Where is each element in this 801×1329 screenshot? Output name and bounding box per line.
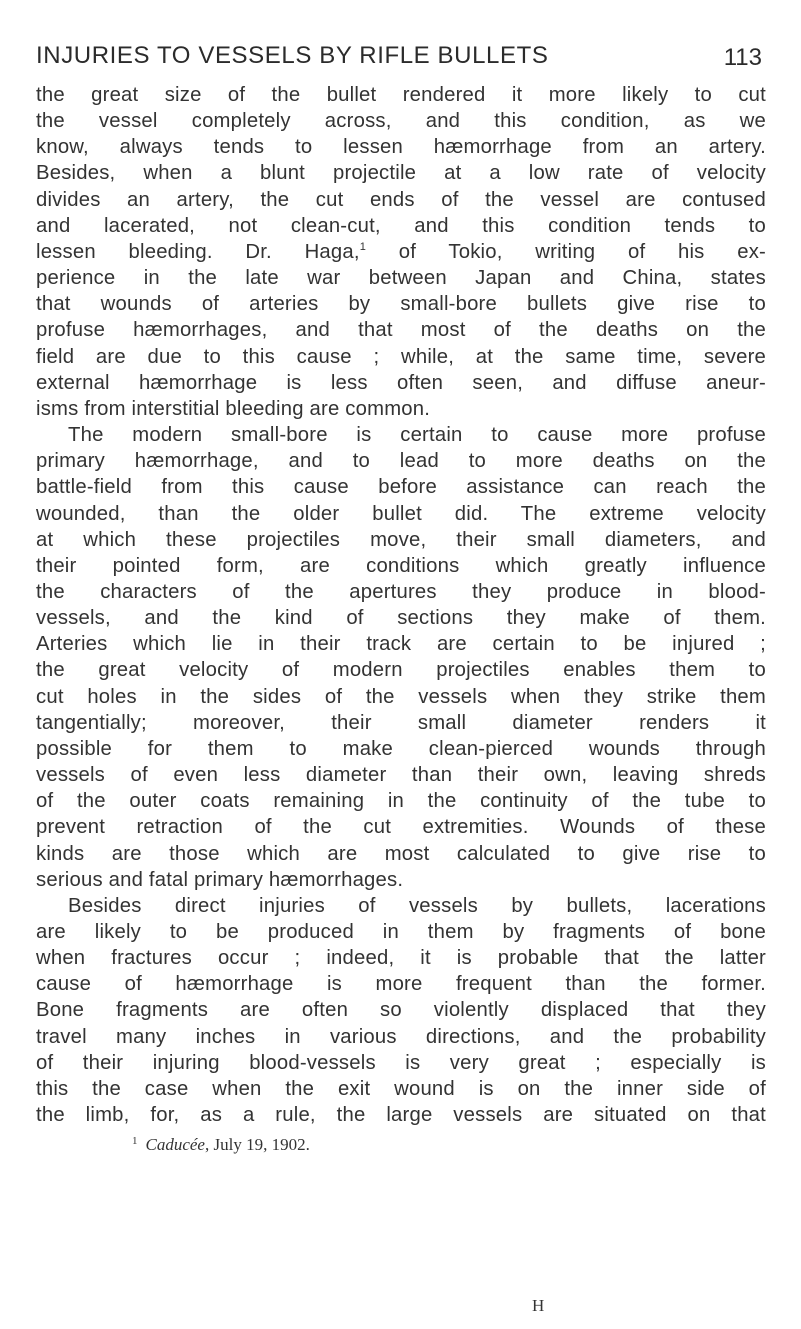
text-line: external hæmorrhage is less often seen, and diffuse aneur- <box>36 371 766 394</box>
text-line: possible for them to make clean-pierced wounds through <box>36 737 766 760</box>
footnote-marker: 1 <box>132 1135 138 1148</box>
footnote-journal: Caducée <box>145 1135 205 1155</box>
text-line: battle-field from this cause before assistance can reach the <box>36 476 766 499</box>
text-line: this the case when the exit wound is on the inner side of <box>36 1077 766 1100</box>
footnote <box>36 1130 766 1156</box>
text-line: the great size of the bullet rendered it more likely to cut <box>36 84 766 106</box>
text-line: of the outer coats remaining in the continuity of the tube to <box>36 790 766 813</box>
text-line: Besides, when a blunt projectile at a low rate of velocity <box>36 162 766 185</box>
text-line: divides an artery, the cut ends of the vessel are contused <box>36 188 766 211</box>
page-number: 113 <box>723 44 762 71</box>
text-line: the limb, for, as a rule, the large vessels are situated on that <box>36 1104 766 1127</box>
text-line: Bone fragments are often so violently displaced that they <box>36 999 766 1022</box>
text-line: vessels, and the kind of sections they make of them. <box>36 607 766 630</box>
text-line: of their injuring blood-vessels is very great ; especially is <box>36 1051 766 1074</box>
body-text <box>36 82 766 1128</box>
text-line: tangentially; moreover, their small diameter renders it <box>36 711 766 734</box>
text-line: the great velocity of modern projectiles enables them to <box>36 659 766 682</box>
text-line: The modern small-bore is certain to cause more profuse <box>68 424 766 447</box>
signature-mark: H <box>532 1296 545 1315</box>
running-title: INJURIES TO VESSELS BY RIFLE BULLETS <box>36 42 549 69</box>
text-line: their pointed form, are conditions which greatly influence <box>36 554 766 577</box>
text-line: serious and fatal primary hæmorrhages. <box>36 868 404 891</box>
text-line: cut holes in the sides of the vessels when they strike them <box>36 685 766 708</box>
text-line: and lacerated, not clean-cut, and this condition tends to <box>36 214 766 237</box>
text-line-part: lessen bleeding. Dr. Haga, <box>36 240 360 263</box>
running-head <box>36 40 766 82</box>
text-line: isms from interstitial bleeding are common. <box>36 397 431 420</box>
text-line: travel many inches in various directions, and the probability <box>36 1025 766 1048</box>
text-line: cause of hæmorrhage is more frequent than the former. <box>36 973 766 996</box>
text-line: are likely to be produced in them by fragments of bone <box>36 921 766 943</box>
text-line: perience in the late war between Japan and China, states <box>36 267 766 290</box>
footnote-date: , July 19, 1902. <box>204 1135 310 1155</box>
text-line: profuse hæmorrhages, and that most of the deaths on the <box>36 319 766 342</box>
text-line: when fractures occur ; indeed, it is probable that the latter <box>36 947 766 970</box>
text-line: the characters of the apertures they produce in blood- <box>36 580 766 603</box>
text-line: kinds are those which are most calculated to give rise to <box>36 842 766 865</box>
text-line: wounded, than the older bullet did. The extreme velocity <box>36 502 766 525</box>
book-page <box>36 40 766 1156</box>
text-line-part: of Tokio, writing of his ex- <box>366 240 766 263</box>
text-line: that wounds of arteries by small-bore bullets give rise to <box>36 293 766 316</box>
text-line: prevent retraction of the cut extremities. Wounds of these <box>36 816 766 839</box>
text-line: at which these projectiles move, their small diameters, and <box>36 528 766 551</box>
footnote-reference[interactable]: 1 <box>359 240 367 253</box>
text-line: vessels of even less diameter than their own, leaving shreds <box>36 764 766 787</box>
text-line: field are due to this cause ; while, at the same time, severe <box>36 345 766 368</box>
text-line: the vessel completely across, and this condition, as we <box>36 110 766 133</box>
text-line: know, always tends to lessen hæmorrhage from an artery. <box>36 136 766 159</box>
text-line <box>36 239 766 265</box>
text-line: Besides direct injuries of vessels by bullets, lacerations <box>68 894 766 917</box>
text-line: Arteries which lie in their track are certain to be injured ; <box>36 633 766 656</box>
text-line: primary hæmorrhage, and to lead to more deaths on the <box>36 450 766 473</box>
